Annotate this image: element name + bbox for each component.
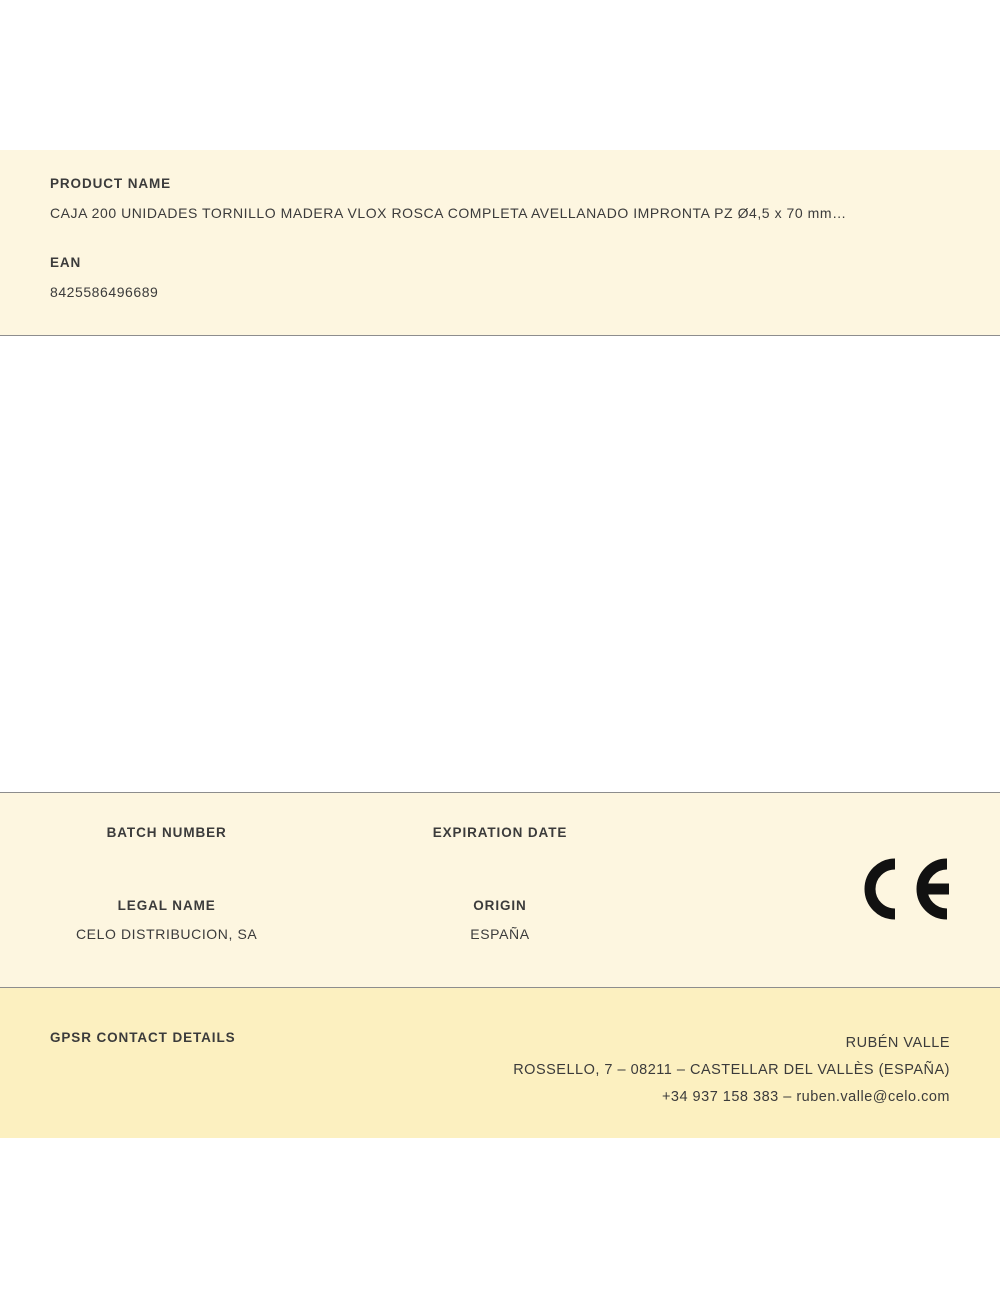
expiration-date-label: EXPIRATION DATE: [432, 825, 568, 840]
gpsr-contact-person: RUBÉN VALLE: [845, 1035, 950, 1051]
legal-name-column: [0, 898, 333, 942]
batch-number-column: [0, 825, 333, 840]
origin-label: ORIGIN: [473, 898, 527, 913]
product-name-value: CAJA 200 UNIDADES TORNILLO MADERA VLOX ROSCA COMPLETA AVELLANADO IMPRONTA PZ Ø4,5 x 70 mm…: [50, 205, 847, 221]
gpsr-contact-label: GPSR CONTACT DETAILS: [50, 1030, 236, 1045]
batch-row: [0, 793, 1000, 840]
ean-value: 8425586496689: [50, 284, 159, 300]
ean-label: EAN: [50, 255, 82, 270]
expiration-date-column: [333, 825, 666, 840]
batch-legal-section: [0, 792, 1000, 988]
legal-name-value: CELO DISTRIBUCION, SA: [75, 926, 258, 942]
gpsr-contact-address: ROSSELLO, 7 – 08211 – CASTELLAR DEL VALLÈS (ESPAÑA): [513, 1061, 950, 1078]
product-info-inner: [0, 150, 1000, 300]
ce-marking-icon: [855, 858, 955, 920]
empty-content-area: [0, 336, 1000, 792]
ce-column: [667, 825, 1000, 840]
product-info-section: [0, 150, 1000, 336]
batch-number-label: BATCH NUMBER: [106, 825, 227, 840]
legal-row: [0, 840, 1000, 942]
spacer: [50, 221, 950, 255]
product-name-label: PRODUCT NAME: [50, 176, 172, 191]
legal-name-label: LEGAL NAME: [117, 898, 216, 913]
origin-value: ESPAÑA: [470, 926, 530, 942]
origin-column: [333, 898, 666, 942]
gpsr-contact-section: [0, 988, 1000, 1138]
gpsr-contact-phone-email: +34 937 158 383 – ruben.valle@celo.com: [661, 1088, 950, 1105]
